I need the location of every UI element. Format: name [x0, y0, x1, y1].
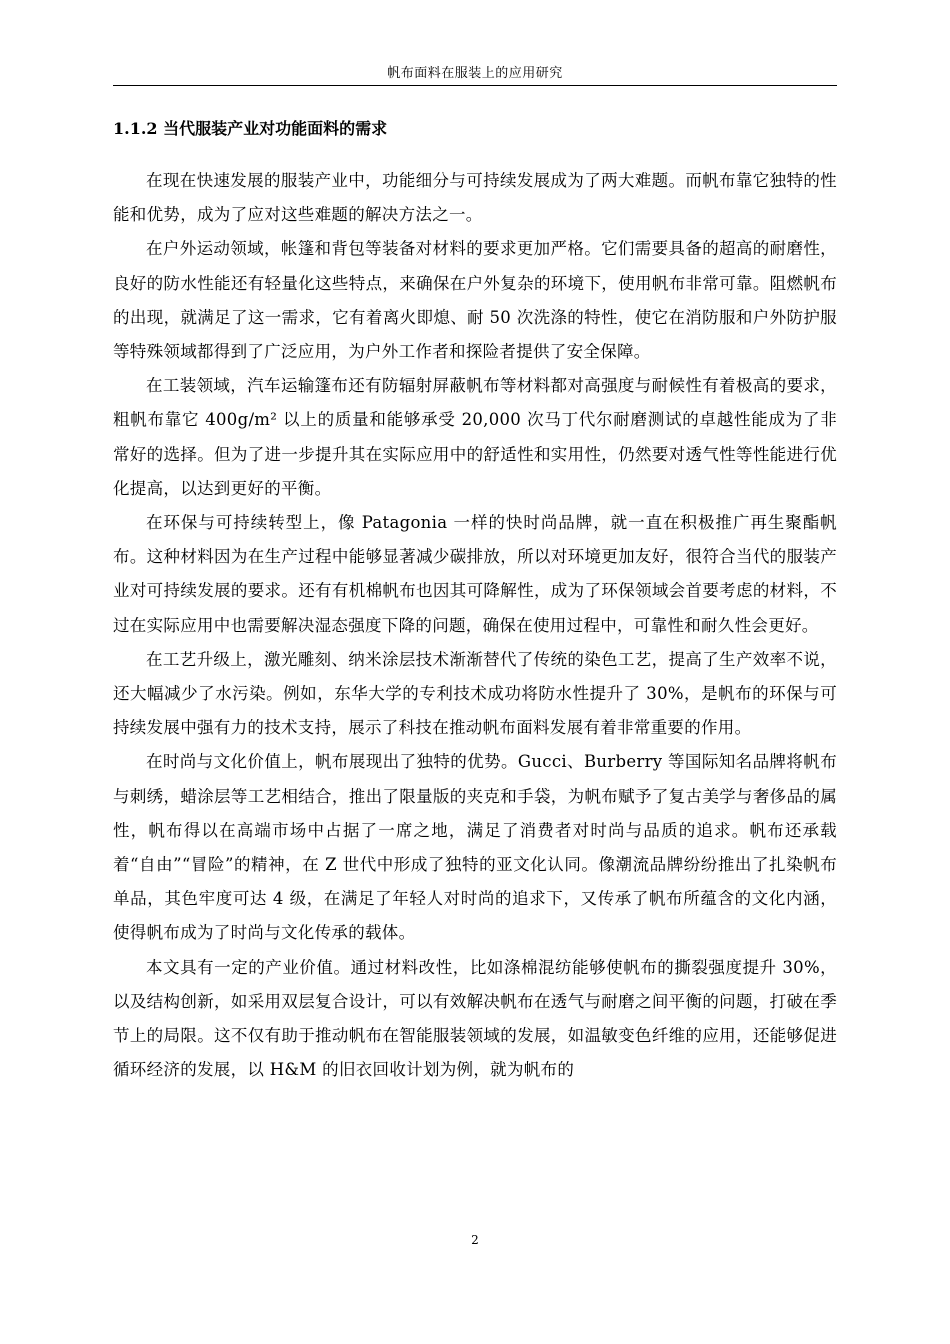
- paragraph: 在时尚与文化价值上，帆布展现出了独特的优势。Gucci、Burberry 等国际知名品牌将帆布与刺绣，蜡涂层等工艺相结合，推出了限量版的夹克和手袋，为帆布赋予了复古美学与奢侈品的属性，帆布得以在高端市场中占据了一席之地，满足了消费者对时尚与品质的追求。帆布还承载着“自由”“冒险”的精神，在 Z 世代中形成了独特的亚文化认同。像潮流品牌纷纷推出了扎染帆布单品，其色牢度可达 4 级，在满足了年轻人对时尚的追求下，又传承了帆布所蕴含的文化内涵，使得帆布成为了时尚与文化传承的载体。: [113, 752, 837, 943]
- running-header: 帆布面料在服装上的应用研究: [387, 66, 563, 81]
- paragraph: 在工装领域，汽车运输篷布还有防辐射屏蔽帆布等材料都对高强度与耐候性有着极高的要求，粗帆布靠它 400g/m² 以上的质量和能够承受 20,000 次马丁代尔耐磨测试的卓越性能成为了非常好的选择。但为了进一步提升其在实际应用中的舒适性和实用性，仍然要对透气性等性能进行优化提高，以达到更好的平衡。: [113, 376, 837, 498]
- paragraph: 在户外运动领域，帐篷和背包等装备对材料的要求更加严格。它们需要具备的超高的耐磨性，良好的防水性能还有轻量化这些特点，来确保在户外复杂的环境下，使用帆布非常可靠。阻燃帆布的出现，就满足了这一需求，它有着离火即熄、耐 50 次洗涤的特性，使它在消防服和户外防护服等特殊领域都得到了广泛应用，为户外工作者和探险者提供了安全保障。: [113, 239, 837, 362]
- paragraph: 在工艺升级上，激光雕刻、纳米涂层技术渐渐替代了传统的染色工艺，提高了生产效率不说，还大幅减少了水污染。例如，东华大学的专利技术成功将防水性提升了 30%，是帆布的环保与可持续发展中强有力的技术支持，展示了科技在推动帆布面料发展有着非常重要的作用。: [113, 649, 837, 738]
- header-rule: [113, 85, 837, 86]
- section-heading: 1.1.2 当代服装产业对功能面料的需求: [113, 119, 388, 138]
- paragraph: 本文具有一定的产业价值。通过材料改性，比如涤棉混纺能够使帆布的撕裂强度提升 30%，以及结构创新，如采用双层复合设计，可以有效解决帆布在透气与耐磨之间平衡的问题，打破在季节上的局限。这不仅有助于推动帆布在智能服装领域的发展，如温敏变色纤维的应用，还能够促进循环经济的发展，以 H&M 的旧衣回收计划为例，就为帆布的: [113, 957, 837, 1080]
- paragraph: 在环保与可持续转型上，像 Patagonia 一样的快时尚品牌，就一直在积极推广再生聚酯帆布。这种材料因为在生产过程中能够显著减少碳排放，所以对环境更加友好，很符合当代的服装产业对可持续发展的要求。还有有机棉帆布也因其可降解性，成为了环保领域会首要考虑的材料，不过在实际应用中也需要解决湿态强度下降的问题，确保在使用过程中，可靠性和耐久性会更好。: [113, 513, 837, 635]
- paragraph: 在现在快速发展的服装产业中，功能细分与可持续发展成为了两大难题。而帆布靠它独特的性能和优势，成为了应对这些难题的解决方法之一。: [113, 171, 837, 225]
- page-number: 2: [471, 1233, 479, 1247]
- body-text: [113, 164, 837, 1087]
